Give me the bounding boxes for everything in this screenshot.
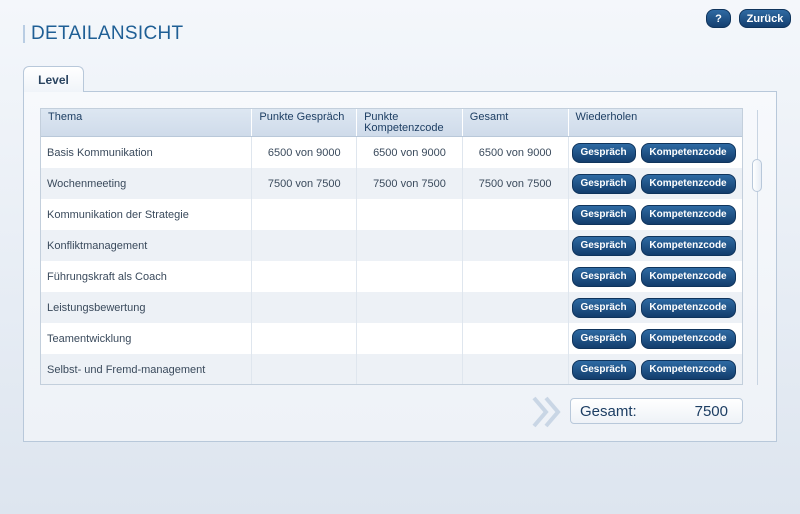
repeat-gespraech-button[interactable]: Gespräch: [572, 174, 636, 194]
punkte-kompetenzcode-cell: [357, 354, 463, 385]
thema-cell: Selbst- und Fremd-management: [41, 354, 252, 385]
punkte-kompetenzcode-cell: [357, 199, 463, 230]
thema-cell: Leistungsbewertung: [41, 292, 252, 323]
repeat-gespraech-button[interactable]: Gespräch: [572, 298, 636, 318]
repeat-gespraech-button[interactable]: Gespräch: [572, 267, 636, 287]
repeat-kompetenzcode-button[interactable]: Kompetenzcode: [641, 174, 736, 194]
gesamt-cell: [463, 230, 569, 261]
back-button[interactable]: Zurück: [739, 9, 791, 28]
punkte-gespraech-cell: [252, 354, 357, 385]
gesamt-cell: 7500 von 7500: [463, 168, 569, 199]
repeat-gespraech-button[interactable]: Gespräch: [572, 329, 636, 349]
wiederholen-cell: [569, 323, 743, 354]
punkte-kompetenzcode-cell: [357, 261, 463, 292]
punkte-gespraech-cell: [252, 199, 357, 230]
repeat-kompetenzcode-button[interactable]: Kompetenzcode: [641, 360, 736, 380]
table-row: [41, 137, 742, 168]
punkte-kompetenzcode-cell: [357, 292, 463, 323]
punkte-gespraech-cell: [252, 230, 357, 261]
total-box: [570, 398, 743, 424]
wiederholen-cell: [569, 261, 743, 292]
column-header-wiederholen: Wiederholen: [575, 111, 638, 123]
table-row: [41, 323, 742, 354]
punkte-gespraech-cell: [252, 292, 357, 323]
wiederholen-cell: [569, 199, 743, 230]
thema-cell: Basis Kommunikation: [41, 137, 252, 168]
thema-cell: Kommunikation der Strategie: [41, 199, 252, 230]
total-label: Gesamt:: [580, 402, 637, 420]
gesamt-cell: [463, 354, 569, 385]
punkte-gespraech-cell: 6500 von 9000: [252, 137, 357, 168]
repeat-gespraech-button[interactable]: Gespräch: [572, 236, 636, 256]
gesamt-cell: [463, 323, 569, 354]
punkte-kompetenzcode-cell: 6500 von 9000: [357, 137, 463, 168]
page-header: [23, 24, 183, 44]
repeat-kompetenzcode-button[interactable]: Kompetenzcode: [641, 329, 736, 349]
scrollbar-thumb[interactable]: [752, 159, 762, 192]
repeat-kompetenzcode-button[interactable]: Kompetenzcode: [641, 267, 736, 287]
tab-level[interactable]: Level: [23, 66, 84, 92]
table-row: [41, 261, 742, 292]
thema-cell: Führungskraft als Coach: [41, 261, 252, 292]
repeat-gespraech-button[interactable]: Gespräch: [572, 143, 636, 163]
column-header-punkte-kompetenzcode: Punkte Kompetenzcode: [357, 109, 463, 136]
repeat-gespraech-button[interactable]: Gespräch: [572, 205, 636, 225]
column-header-punkte-gespraech: Punkte Gespräch: [252, 109, 357, 136]
table-row: [41, 168, 742, 199]
detail-table: [40, 108, 743, 385]
help-button[interactable]: ?: [706, 9, 731, 28]
thema-cell: Konfliktmanagement: [41, 230, 252, 261]
punkte-gespraech-cell: [252, 261, 357, 292]
punkte-gespraech-cell: [252, 323, 357, 354]
punkte-kompetenzcode-cell: 7500 von 7500: [357, 168, 463, 199]
gesamt-cell: [463, 261, 569, 292]
table-row: [41, 292, 742, 323]
repeat-kompetenzcode-button[interactable]: Kompetenzcode: [641, 236, 736, 256]
wiederholen-cell: [569, 292, 743, 323]
punkte-gespraech-cell: 7500 von 7500: [252, 168, 357, 199]
repeat-kompetenzcode-button[interactable]: Kompetenzcode: [641, 143, 736, 163]
scrollbar-track[interactable]: [757, 110, 758, 385]
column-header-thema: Thema: [41, 109, 252, 136]
wiederholen-cell: [569, 230, 743, 261]
repeat-kompetenzcode-button[interactable]: Kompetenzcode: [641, 298, 736, 318]
table-row: [41, 354, 742, 385]
wiederholen-cell: [569, 168, 743, 199]
table-header: [41, 109, 742, 137]
punkte-kompetenzcode-cell: [357, 230, 463, 261]
thema-cell: Wochenmeeting: [41, 168, 252, 199]
gesamt-cell: 6500 von 9000: [463, 137, 569, 168]
thema-cell: Teamentwicklung: [41, 323, 252, 354]
repeat-kompetenzcode-button[interactable]: Kompetenzcode: [641, 205, 736, 225]
total-value: 7500: [694, 402, 728, 420]
table-body: [41, 137, 742, 385]
gesamt-cell: [463, 199, 569, 230]
page-title: DETAILANSICHT: [31, 23, 184, 44]
punkte-kompetenzcode-cell: [357, 323, 463, 354]
wiederholen-cell: [569, 354, 743, 385]
title-accent-bar: [23, 25, 25, 43]
table-row: [41, 199, 742, 230]
column-header-gesamt: Gesamt: [463, 109, 569, 136]
gesamt-cell: [463, 292, 569, 323]
table-row: [41, 230, 742, 261]
wiederholen-cell: [569, 137, 743, 168]
repeat-gespraech-button[interactable]: Gespräch: [572, 360, 636, 380]
double-chevron-right-icon: [531, 396, 565, 428]
